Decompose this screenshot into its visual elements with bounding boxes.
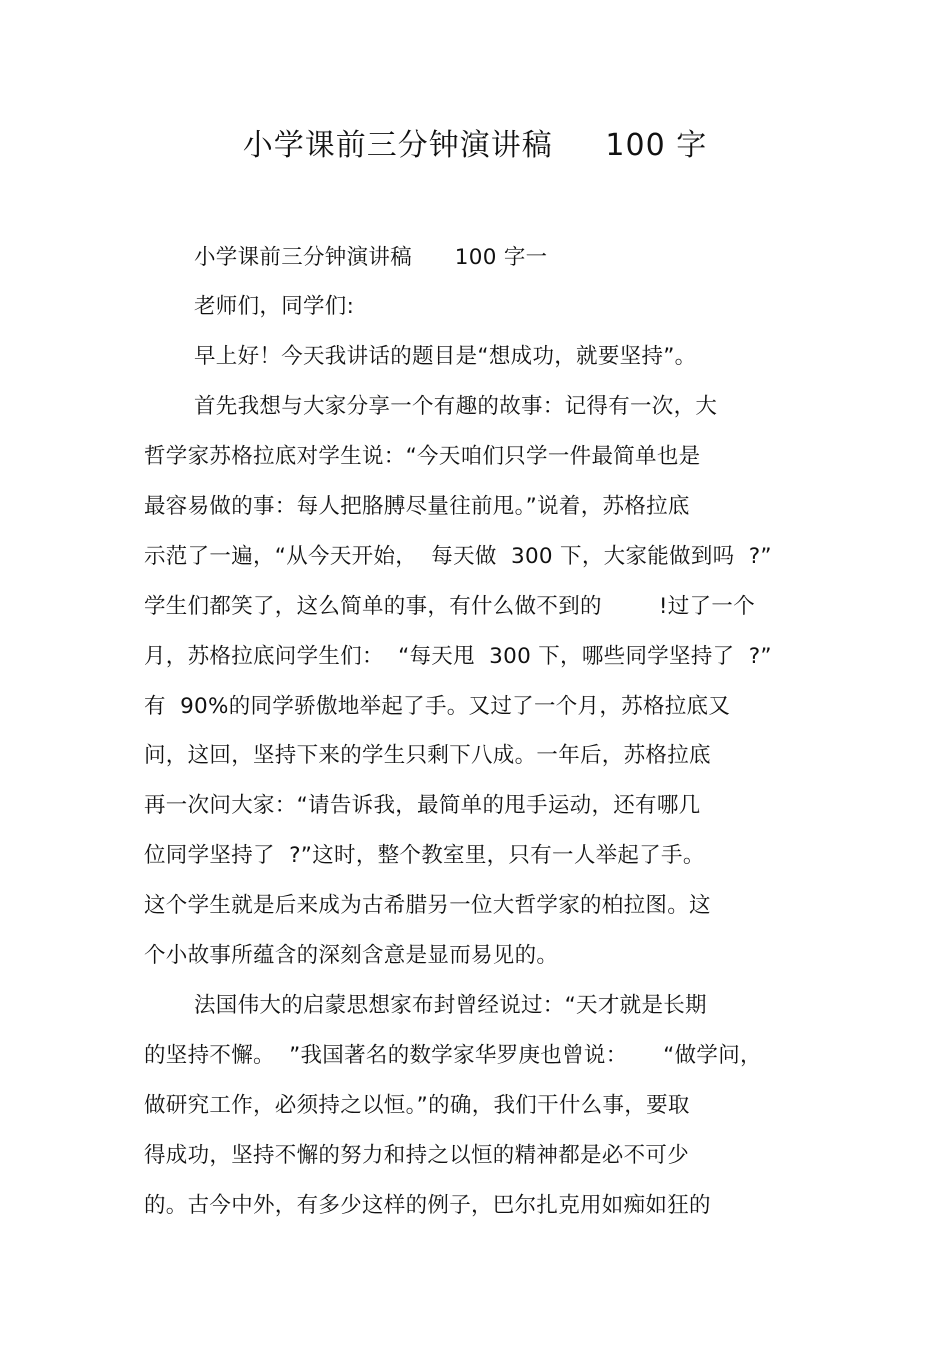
paragraph-line: 做研究工作，必须持之以恒。”的确，我们干什么事，要取 [144, 1093, 690, 1118]
paragraph-line: 得成功，坚持不懈的努力和持之以恒的精神都是必不可少 [144, 1143, 690, 1168]
paragraph-line: 首先我想与大家分享一个有趣的故事：记得有一次，大 [194, 394, 718, 419]
paragraph-line: 有 90%的同学骄傲地举起了手。又过了一个月，苏格拉底又 [144, 694, 731, 719]
page-title: 小学课前三分钟演讲稿 100 字 [242, 128, 708, 163]
paragraph-line: 月，苏格拉底问学生们： “每天甩 300 下，哪些同学坚持了 ?” [144, 644, 772, 669]
paragraph-line: 哲学家苏格拉底对学生说：“今天咱们只学一件最简单也是 [144, 444, 701, 469]
paragraph-line: 法国伟大的启蒙思想家布封曾经说过：“天才就是长期 [194, 993, 707, 1018]
paragraph-line: 问，这回，坚持下来的学生只剩下八成。一年后，苏格拉底 [144, 743, 711, 768]
paragraph-line: 最容易做的事：每人把胳膊尽量往前甩。”说着，苏格拉底 [144, 494, 690, 519]
subtitle-line: 小学课前三分钟演讲稿 100 字一 [194, 245, 548, 270]
paragraph-line: 早上好！今天我讲话的题目是“想成功，就要坚持”。 [194, 344, 697, 369]
paragraph-line: 这个学生就是后来成为古希腊另一位大哲学家的柏拉图。这 [144, 893, 711, 918]
paragraph-line: 示范了一遍，“从今天开始， 每天做 300 下，大家能做到吗 ?” [144, 544, 772, 569]
paragraph-line: 再一次问大家：“请告诉我，最简单的甩手运动，还有哪几 [144, 793, 701, 818]
paragraph-line: 个小故事所蕴含的深刻含意是显而易见的。 [144, 943, 559, 968]
paragraph-line: 的。古今中外，有多少这样的例子，巴尔扎克用如痴如狂的 [144, 1193, 711, 1218]
greeting-line: 老师们，同学们: [194, 294, 355, 319]
paragraph-line: 学生们都笑了，这么简单的事，有什么做不到的 !过了一个 [144, 594, 755, 619]
paragraph-line: 的坚持不懈。 ”我国著名的数学家华罗庚也曾说： “做学问， [144, 1043, 762, 1068]
paragraph-line: 位同学坚持了 ?”这时，整个教室里，只有一人举起了手。 [144, 843, 705, 868]
